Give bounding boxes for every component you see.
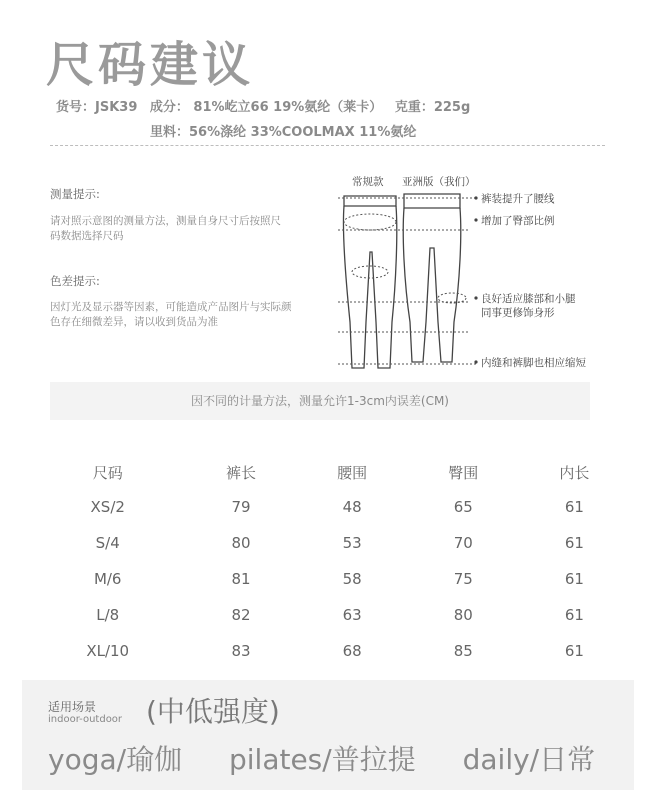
measure-guides [338, 198, 478, 364]
usage-scene-panel [22, 680, 634, 790]
cell: XL/10 [86, 642, 130, 660]
note-knee: 良好适应膝部和小腿 [481, 293, 576, 305]
note-shape: 同事更修饰身形 [481, 307, 555, 319]
measure-tip-title: 测量提示: [50, 187, 100, 201]
cell: 80 [231, 534, 251, 552]
item-number: 货号：JSK39 [56, 100, 138, 115]
cell: 48 [342, 498, 362, 516]
cell: 65 [453, 498, 473, 516]
col-size: 尺码 [92, 463, 123, 482]
cell: 53 [342, 534, 362, 552]
cell: 85 [453, 642, 473, 660]
measurement-note [50, 382, 590, 420]
activity-pilates: pilates/普拉提 [228, 743, 416, 776]
table-row [30, 633, 630, 669]
section-divider [50, 145, 605, 146]
regular-leggings-icon [343, 196, 396, 368]
intensity-label: (中低强度) [146, 695, 280, 728]
cell: 79 [231, 498, 251, 516]
measurement-note-text: 因不同的计量方法，测量允许1-3cm内误差(CM) [191, 394, 449, 408]
cell: 61 [564, 534, 584, 552]
note-waistline: 裤装提升了腰线 [481, 193, 555, 205]
note-inseam: 内缝和裤脚也相应缩短 [481, 357, 586, 369]
page-title: 尺码建议 [46, 37, 255, 93]
cell: L/8 [96, 606, 120, 624]
cell: 70 [453, 534, 473, 552]
col-inseam: 内长 [559, 463, 590, 482]
note-hip: 增加了臀部比例 [481, 215, 555, 227]
cell: 83 [231, 642, 251, 660]
cell: 63 [342, 606, 362, 624]
cell: 61 [564, 570, 584, 588]
lining: 里料：56%涤纶 33%COOLMAX 11%氨纶 [150, 125, 417, 140]
table-row [30, 561, 630, 597]
table-header-row [30, 455, 630, 489]
asian-style-label: 亚洲版（我们） [402, 176, 476, 188]
col-length: 裤长 [225, 463, 256, 482]
activity-yoga: yoga/瑜伽 [48, 743, 183, 776]
spec-line-1 [56, 96, 478, 115]
cell: 58 [342, 570, 362, 588]
cell: 61 [564, 606, 584, 624]
scene-subtitle: indoor-outdoor [48, 714, 123, 725]
regular-style-label: 常规款 [352, 176, 384, 188]
cell: S/4 [95, 534, 120, 552]
asian-leggings-icon [403, 194, 461, 362]
col-hip: 臀围 [448, 463, 479, 482]
cell: M/6 [93, 570, 122, 588]
cell: 68 [342, 642, 362, 660]
scene-label: 适用场景 [48, 700, 97, 714]
measure-tip-text: 请对照示意图的测量方法，测量自身尺寸后按照尺码数据选择尺码 [50, 215, 281, 242]
size-table [30, 455, 630, 669]
cell: XS/2 [90, 498, 125, 516]
cell: 61 [564, 498, 584, 516]
leggings-comparison-diagram [330, 172, 630, 377]
cell: 81 [231, 570, 251, 588]
col-waist: 腰围 [337, 463, 368, 482]
color-tip-title: 色差提示: [50, 274, 100, 288]
table-row [30, 525, 630, 561]
cell: 82 [231, 606, 251, 624]
table-row [30, 597, 630, 633]
table-row [30, 489, 630, 525]
activity-daily: daily/日常 [462, 743, 596, 776]
color-tip-text: 因灯光及显示器等因素，可能造成产品图片与实际颜色存在细微差异，请以收到货品为准 [50, 301, 292, 328]
composition: 成分： 81%屹立66 19%氨纶（莱卡） [149, 100, 383, 115]
cell: 80 [453, 606, 473, 624]
fabric-weight: 克重：225g [394, 100, 471, 115]
cell: 75 [453, 570, 473, 588]
activity-list [48, 738, 633, 778]
cell: 61 [564, 642, 584, 660]
spec-line-2 [150, 121, 424, 140]
